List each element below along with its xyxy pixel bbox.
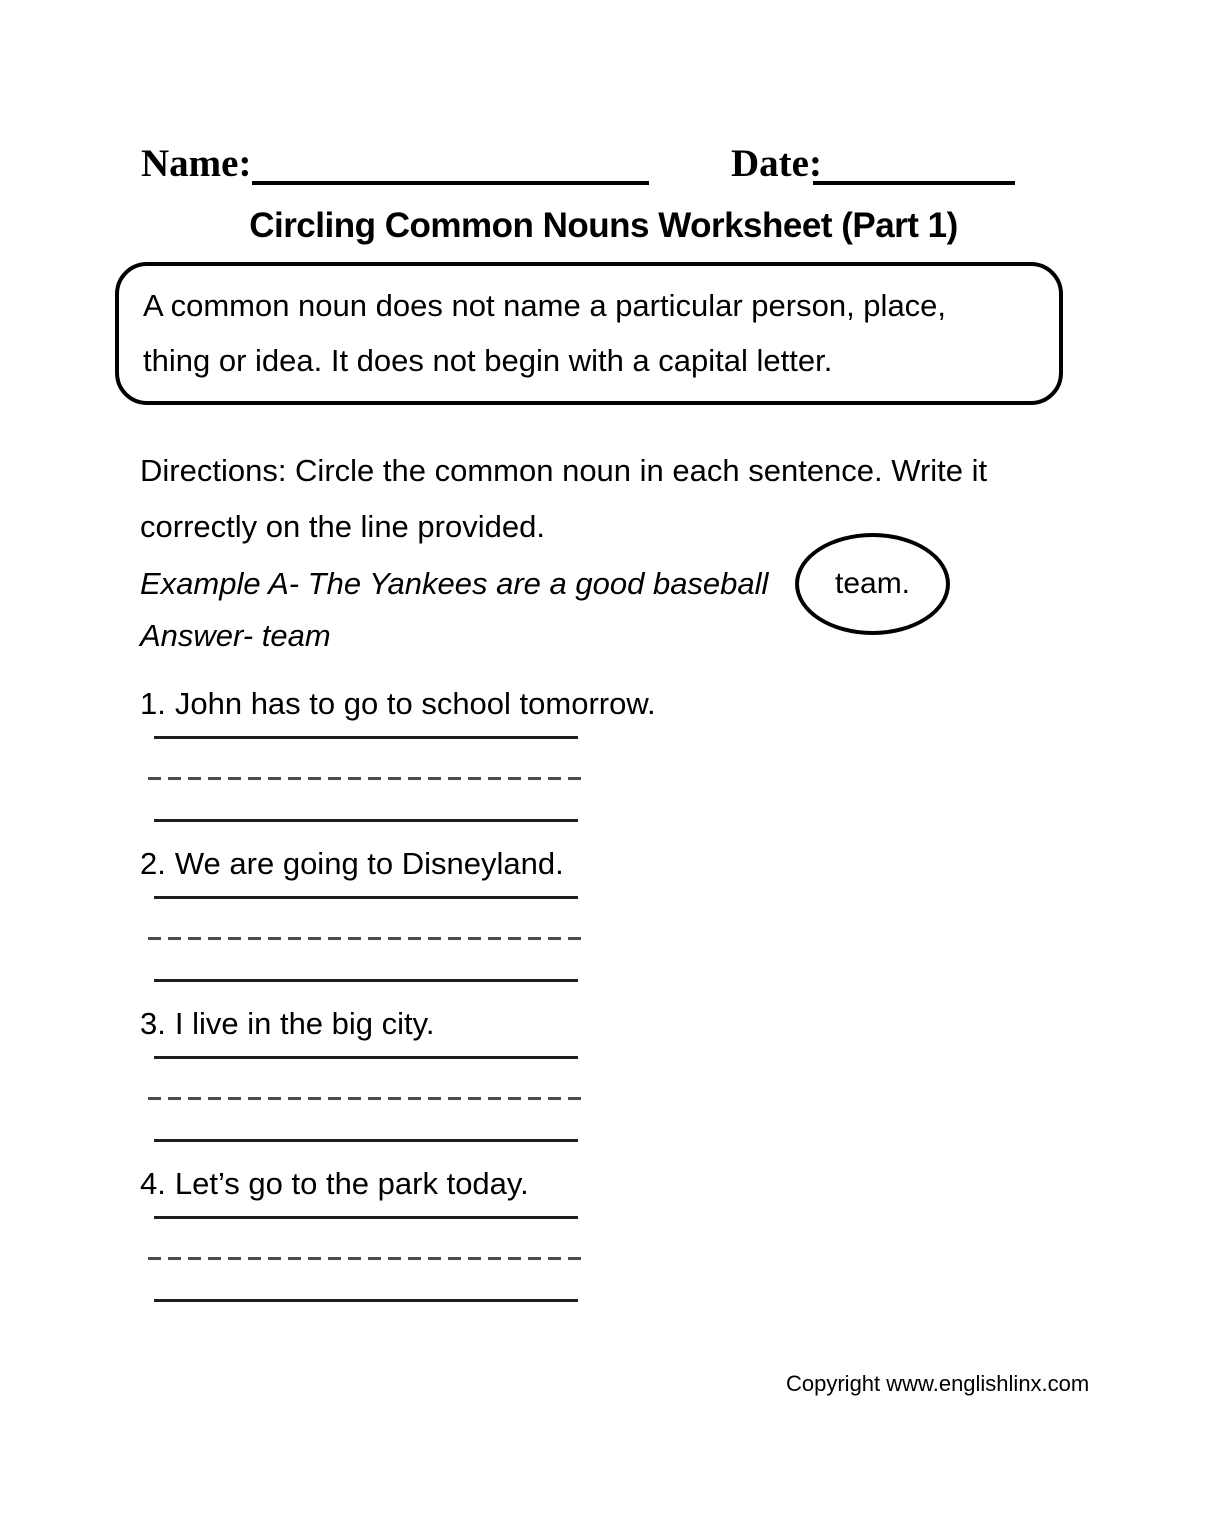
answer-line-solid	[154, 736, 578, 739]
definition-box	[115, 262, 1063, 405]
question-item	[0, 844, 1207, 1004]
question-number: 3.	[140, 1006, 166, 1041]
question-sentence	[140, 1006, 434, 1042]
question-number: 1.	[140, 686, 166, 721]
question-sentence	[140, 686, 656, 722]
name-blank-line	[252, 181, 649, 185]
answer-line-solid	[154, 1299, 578, 1302]
copyright-text: Copyright www.englishlinx.com	[786, 1371, 1090, 1396]
question-item	[0, 684, 1207, 844]
worksheet-title: Circling Common Nouns Worksheet (Part 1)	[249, 206, 958, 245]
answer-line-dashed	[148, 777, 586, 780]
answer-line-solid	[154, 896, 578, 899]
answer-line-solid	[154, 819, 578, 822]
example-answer-text: Answer- team	[140, 618, 331, 653]
example-sentence: Example A- The Yankees are a good baseball	[140, 566, 769, 601]
question-text: John has to go to school tomorrow.	[174, 686, 656, 721]
answer-line-solid	[154, 979, 578, 982]
date-blank-line	[813, 181, 1015, 185]
directions-text: Directions: Circle the common noun in each sentence. Write it correctly on the line provided.	[140, 453, 988, 544]
question-sentence	[140, 846, 564, 882]
question-text: Let’s go to the park today.	[174, 1166, 529, 1201]
question-number: 4.	[140, 1166, 166, 1201]
question-text: We are going to Disneyland.	[174, 846, 564, 881]
question-number: 2.	[140, 846, 166, 881]
answer-line-solid	[154, 1056, 578, 1059]
answer-line-dashed	[148, 937, 586, 940]
question-item	[0, 1164, 1207, 1324]
name-label: Name:	[141, 142, 252, 185]
answer-line-dashed	[148, 1097, 586, 1100]
circled-word: team.	[834, 567, 911, 600]
question-sentence	[140, 1166, 529, 1202]
date-label: Date:	[731, 142, 822, 185]
answer-line-dashed	[148, 1257, 586, 1260]
answer-circle	[795, 533, 950, 635]
definition-text: A common noun does not name a particular person, place, thing or idea. It does not begin with a capital letter.	[143, 288, 947, 378]
answer-line-solid	[154, 1139, 578, 1142]
answer-line-solid	[154, 1216, 578, 1219]
question-text: I live in the big city.	[174, 1006, 435, 1041]
question-item	[0, 1004, 1207, 1164]
